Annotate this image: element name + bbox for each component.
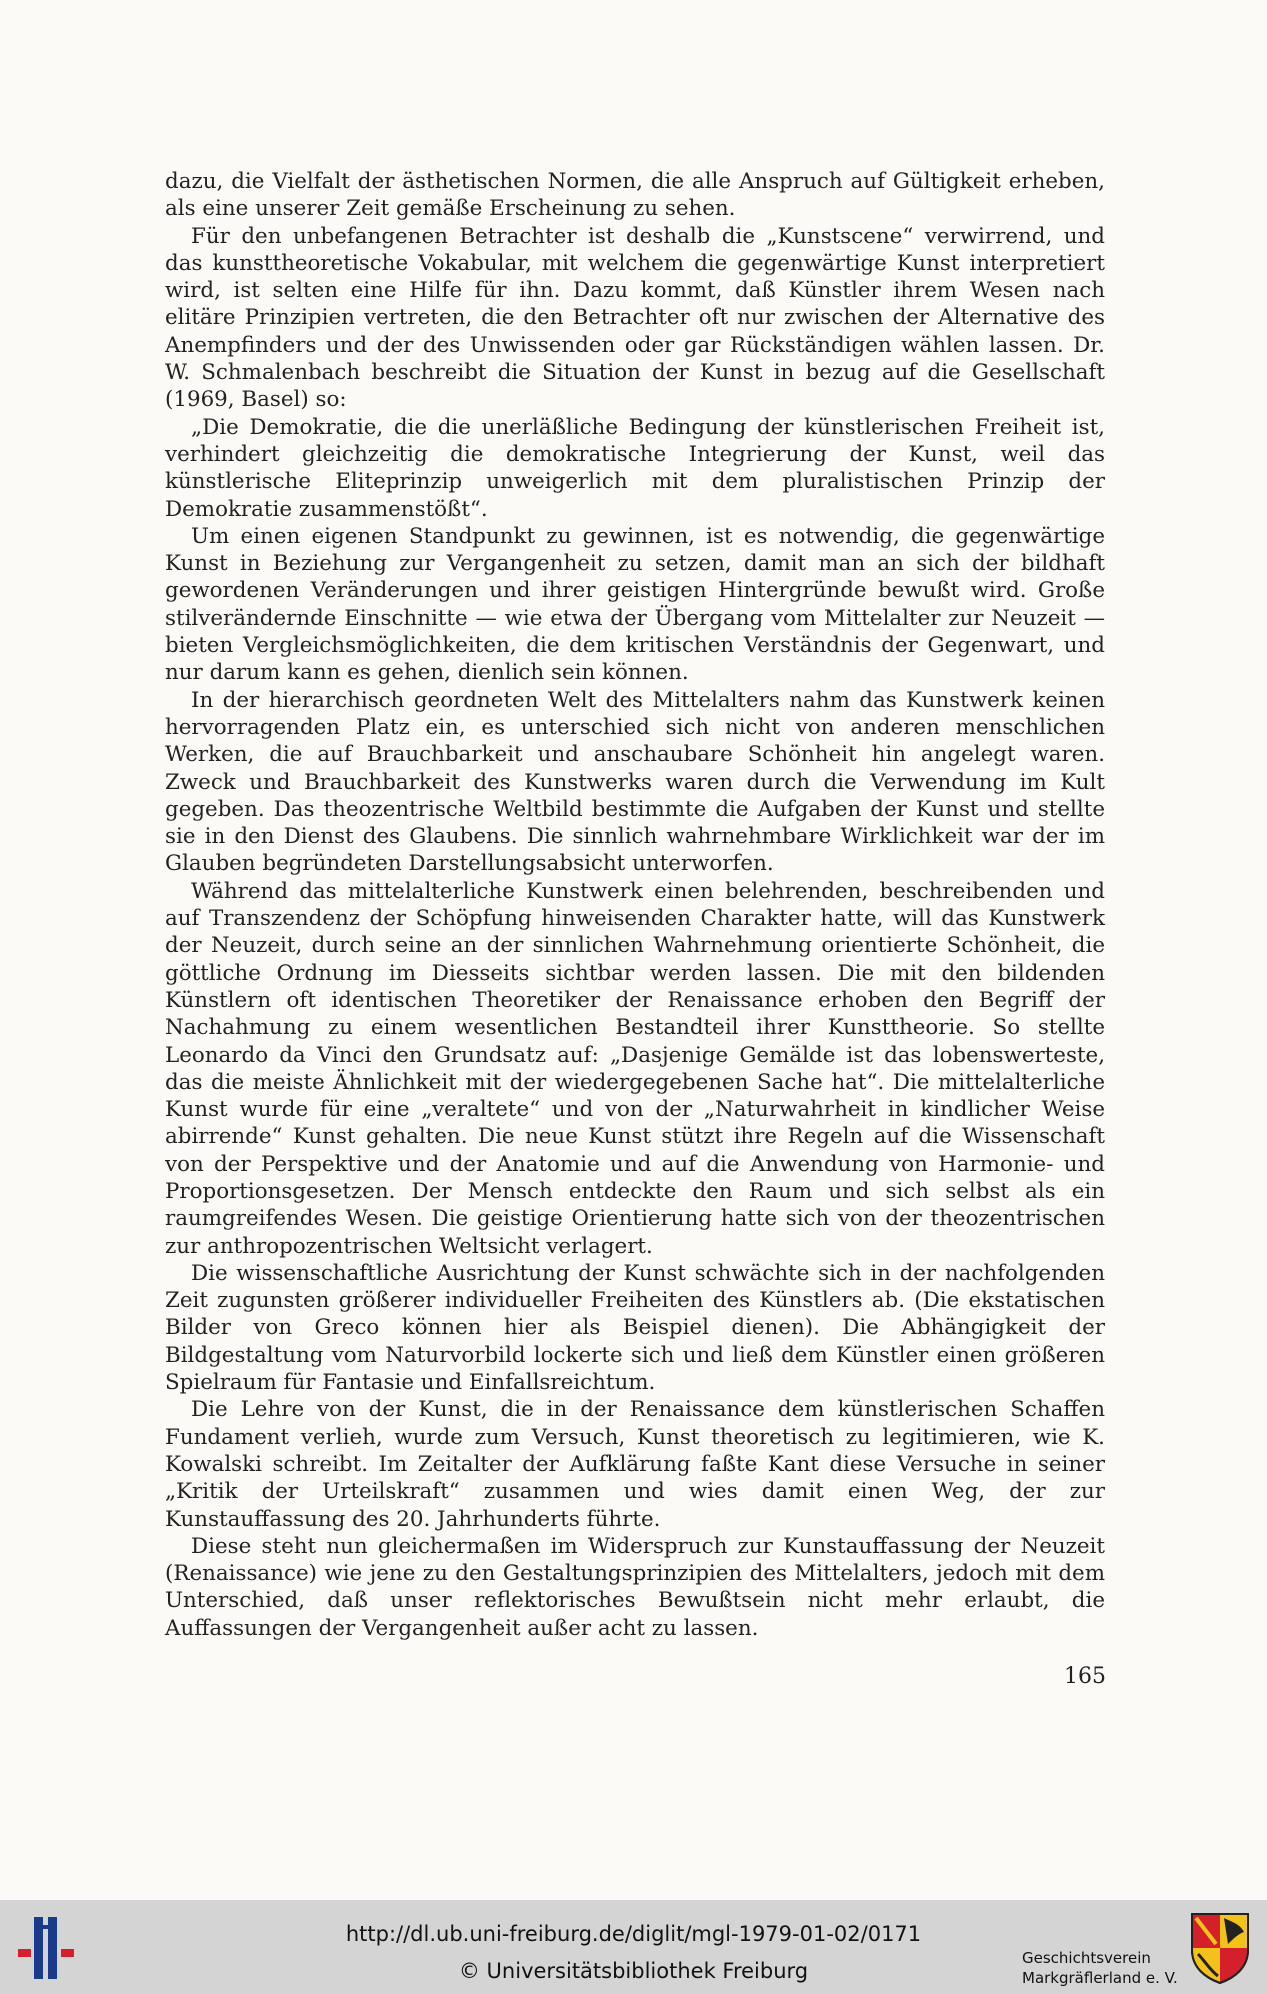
paragraph: Die Lehre von der Kunst, die in der Renaissance dem künstlerischen Schaffen Fundament verlieh, wurde zum Versuch, Kunst theoretisch zu legitimieren, wie K. Kowalski schreibt. Im Zeitalter der Aufklärung faßte Kant diese Versuche in seiner „Kritik der Urteilskraft“ zusammen und wies damit einen Weg, der zur Kunstauffassung des 20. Jahrhunderts führte. [165,1397,1105,1532]
coat-of-arms-icon[interactable] [1188,1910,1252,1986]
paragraph: dazu, die Vielfalt der ästhetischen Normen, die alle Anspruch auf Gültigkeit erheben, als eine unserer Zeit gemäße Erscheinung zu sehen. [165,169,1105,222]
society-line-1: Geschichtsverein [1022,1949,1151,1967]
quote-paragraph: „Die Demokratie, die die unerläßliche Bedingung der künstlerischen Freiheit ist, verhindert gleichzeitig die demokratische Integrierung der Kunst, weil das künstlerische Eliteprinzip unweigerlich mit dem pluralistischen Prinzip der Demokratie zusammenstößt“. [165,414,1105,522]
document-url-link[interactable]: http://dl.ub.uni-freiburg.de/diglit/mgl-1979-01-02/0171 [345,1922,922,1946]
footer-bar [0,1900,1267,1994]
copyright-text: © Universitätsbibliothek Freiburg [458,1959,809,1983]
body-text [165,168,1105,1642]
paragraph: Um einen eigenen Standpunkt zu gewinnen, ist es notwendig, die gegenwärtige Kunst in Beziehung zur Vergangenheit zu setzen, damit man an sich der bildhaft gewordenen Veränderungen und ihrer geistigen Hintergründe bewußt wird. Große stilverändernde Einschnitte — wie etwa der Übergang vom Mittelalter zur Neuzeit — bieten Vergleichsmöglichkeiten, die dem kritischen Verständnis der Gegenwart, und nur darum kann es gehen, dienlich sein können. [165,523,1105,686]
society-line-2: Markgräflerland e. V. [1022,1969,1178,1987]
paragraph: Die wissenschaftliche Ausrichtung der Kunst schwächte sich in der nachfolgenden Zeit zugunsten größerer individueller Freiheiten des Künstlers ab. (Die ekstatischen Bilder von Greco können hier als Beispiel dienen). Die Abhängigkeit der Bildgestaltung vom Naturvorbild lockerte sich und ließ dem Künstler einen größeren Spielraum für Fantasie und Einfallsreichtum. [165,1260,1105,1396]
society-name [1022,1948,1178,1988]
paragraph: Diese steht nun gleichermaßen im Widerspruch zur Kunstauffassung der Neuzeit (Renaissance) wie jene zu den Gestaltungsprinzipien des Mittelalters, jedoch mit dem Unterschied, daß unser reflektorisches Bewußtsein nicht mehr erlaubt, die Auffassungen der Vergangenheit außer acht zu lassen. [165,1533,1105,1641]
paragraph: In der hierarchisch geordneten Welt des Mittelalters nahm das Kunstwerk keinen hervorragenden Platz ein, es unterschied sich nicht von anderen menschlichen Werken, die auf Brauchbarkeit und anschaubare Schönheit hin angelegt waren. Zweck und Brauchbarkeit des Kunstwerks waren durch die Verwendung im Kult gegeben. Das theozentrische Weltbild bestimmte die Aufgaben der Kunst und stellte sie in den Dienst des Glaubens. Die sinnlich wahrnehmbare Wirklichkeit war der im Glauben begründeten Darstellungsabsicht unterworfen. [165,687,1105,877]
paragraph: Für den unbefangenen Betrachter ist deshalb die „Kunstscene“ verwirrend, und das kunsttheoretische Vokabular, mit welchem die gegenwärtige Kunst interpretiert wird, ist selten eine Hilfe für ihn. Dazu kommt, daß Künstler ihrem Wesen nach elitäre Prinzipien vertreten, die den Betrachter oft nur zwischen der Alternative des Anempfinders und der des Unwissenden oder gar Rückständigen wählen lassen. Dr. W. Schmalenbach beschreibt die Situation der Kunst in bezug auf die Gesellschaft (1969, Basel) so: [165,223,1105,413]
page-number: 165 [1064,1664,1106,1689]
paragraph: Während das mittelalterliche Kunstwerk einen belehrenden, beschreibenden und auf Transzendenz der Schöpfung hinweisenden Charakter hatte, will das Kunstwerk der Neuzeit, durch seine an der sinnlichen Wahrnehmung orientierte Schönheit, die göttliche Ordnung im Diesseits sichtbar werden lassen. Die mit den bildenden Künstlern oft identischen Theoretiker der Renaissance erhoben den Begriff der Nachahmung zu einem wesentlichen Bestandteil ihrer Kunsttheorie. So stellte Leonardo da Vinci den Grundsatz auf: „Dasjenige Gemälde ist das lobenswerteste, das die meiste Ähnlichkeit mit der wiedergegebenen Sache hat“. Die mittelalterliche Kunst wurde für eine „veraltete“ und von der „Naturwahrheit in kindlicher Weise abirrende“ Kunst gehalten. Die neue Kunst stützt ihre Regeln auf die Wissenschaft von der Perspektive und der Anatomie und auf die Anwendung von Harmonie- und Proportionsgesetzen. Der Mensch entdeckte den Raum und sich selbst als ein raumgreifendes Wesen. Die geistige Orientierung hatte sich von der theozentrischen zur anthropozentrischen Weltsicht verlagert. [165,878,1105,1259]
